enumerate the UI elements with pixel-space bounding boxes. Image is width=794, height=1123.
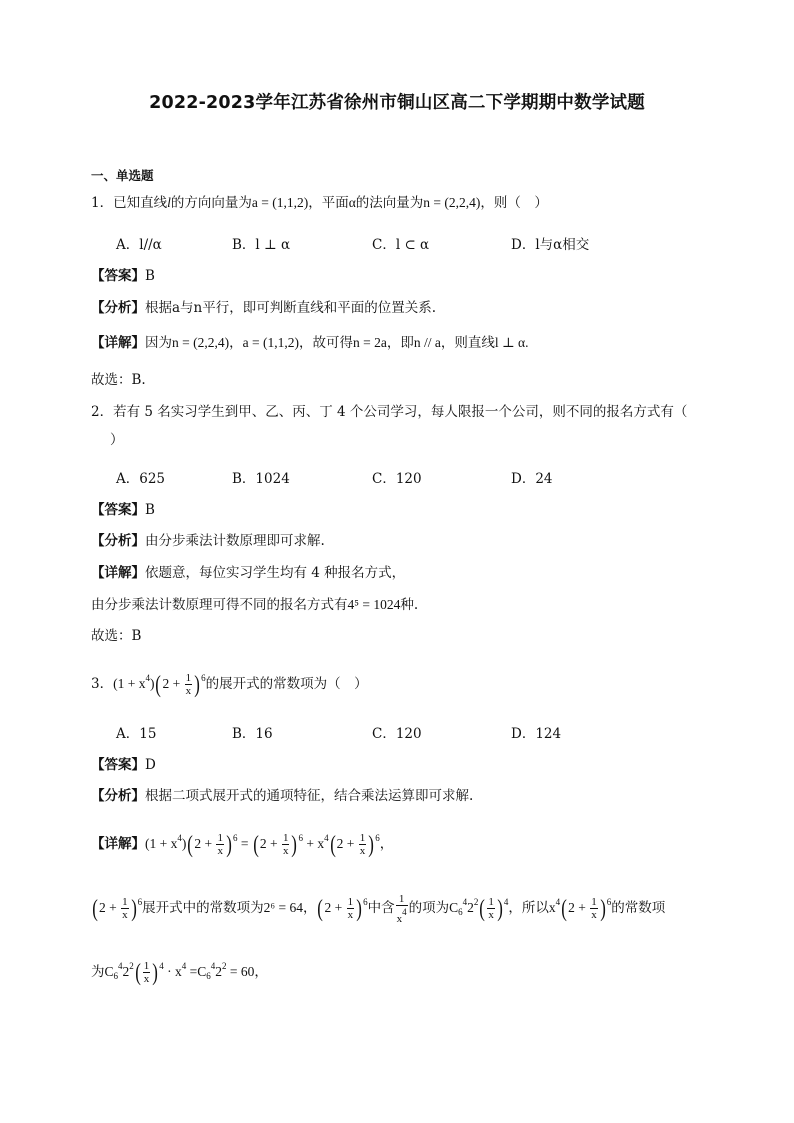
q1-option-c: C．l ⊂ α [372, 237, 430, 253]
q2-option-b: B．1024 [232, 471, 290, 487]
q2-conclusion: 故选：B [91, 628, 142, 644]
q3-analysis: 【分析】根据二项式展开式的通项特征，结合乘法运算即可求解. [91, 788, 474, 804]
q1-analysis: 【分析】根据a与n平行，即可判断直线和平面的位置关系. [91, 300, 437, 316]
q2-option-d: D．24 [511, 471, 553, 487]
q2-option-a: A．625 [116, 471, 166, 487]
q3-option-d: D．124 [511, 726, 562, 742]
q3-stem: 3．$(1 + x^4)(2$ + $\frac{1}{x}$ )$^6$的展开式的常数项为（ ） [91, 671, 368, 698]
q2-detail-line1: 【详解】依题意，每位实习学生均有 4 种报名方式， [91, 565, 406, 581]
q1-stem: 1．已知直线l的方向向量为a = (1,1,2)，平面α的法向量为n = (2,2,4)，则（ ） [91, 195, 548, 211]
q1-vector-n: n = (2,2,4) [423, 195, 481, 210]
q1-answer: 【答案】B [91, 268, 155, 284]
q3-option-b: B．16 [232, 726, 273, 742]
q1-option-a: A．l//α [116, 237, 162, 253]
q3-expression: $(1 + x^4)(2$ + $\frac{1}{x}$ )$^6$ [113, 671, 206, 698]
q1-conclusion: 故选：B. [91, 372, 146, 388]
q1-detail: 【详解】因为n = (2,2,4)，a = (1,1,2)，故可得n = 2a，即n // a，则直线l ⊥ α. [91, 335, 529, 351]
q3-option-c: C．120 [372, 726, 422, 742]
q2-detail-line2: 由分步乘法计数原理可得不同的报名方式有4⁵ = 1024种. [91, 597, 419, 613]
q3-option-a: A．15 [116, 726, 157, 742]
q1-vector-a: a = (1,1,2) [251, 195, 309, 210]
q1-option-d: D．l与α相交 [511, 237, 590, 253]
q2-analysis: 【分析】由分步乘法计数原理即可求解. [91, 533, 325, 549]
q3-detail-line2: (2 + $\frac{1}{x}$ )$^6$展开式中的常数项为2⁶ = 64，(2 + $\frac{1}{x}$ )$^6$中含 $\frac{1}{x^4}$ 的项为$C_6^42^2$( $\frac{1}{x}$ )$^4$，所以$x^4(2$ + $\frac{1}{x}$ )$^6$的常数项 [92, 892, 666, 925]
q2-stem-line2: ） [110, 432, 124, 448]
section-heading: 一、单选题 [91, 168, 154, 183]
q1-option-b: B．l ⊥ α [232, 237, 291, 253]
q2-option-c: C．120 [372, 471, 422, 487]
q3-answer: 【答案】D [91, 757, 156, 773]
document-title: 2022-2023学年江苏省徐州市铜山区高二下学期期中数学试题 [149, 93, 645, 113]
q2-stem-line1: 2．若有 5 名实习学生到甲、乙、丙、丁 4 个公司学习，每人限报一个公司，则不同的报名方式有（ [91, 404, 688, 420]
q3-detail-line3: 为$C_6^42^2$( $\frac{1}{x}$ )$^4 \cdot x^4 =C_6^42^2 = 60$， [91, 959, 268, 986]
q3-detail-line1: 【详解】$(1 + x^4)(2$ + $\frac{1}{x}$ )$^6$ = (2 + $\frac{1}{x}$ )$^6 + x^4(2$ + $\frac{1}{x}$ )$^6$， [91, 831, 394, 858]
q2-answer: 【答案】B [91, 502, 155, 518]
